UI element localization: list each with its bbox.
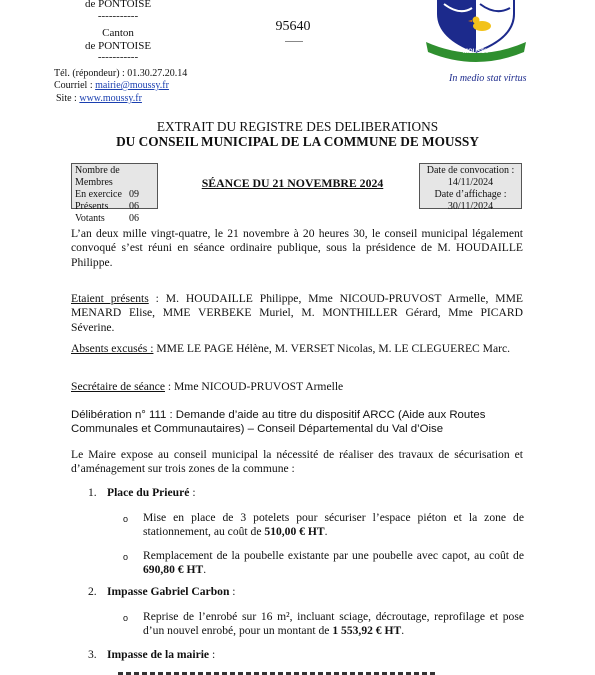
intro-paragraph: L’an deux mille vingt-quatre, le 21 novembre à 20 heures 30, le conseil municipal légalement convoqué s’est réuni en séance ordinaire publique, sous la présidence de M. HOUDAILLE Philippe. — [71, 227, 523, 269]
absents-paragraph — [71, 342, 523, 356]
zone-number: 2. — [88, 585, 97, 598]
item-amount: 690,80 € HT — [143, 563, 204, 577]
members-row-label: Présents — [75, 201, 109, 212]
divider — [285, 41, 303, 42]
absents-label: Absents excusés : — [71, 342, 154, 355]
canton-line: de PONTOISE — [84, 40, 152, 52]
separator: ----------- — [97, 51, 139, 63]
presents-paragraph — [71, 292, 523, 335]
deliberation-title: Délibération n° 111 : Demande d’aide au titre du dispositif ARCC (Aide aux Routes Communales et Communautaires) – Conseil Départemental du Val d’Oise — [71, 409, 486, 436]
presents-list: : M. HOUDAILLE Philippe, Mme NICOUD-PRUVOST Armelle, MME MENARD Elise, MME VERBEKE Muriel, M. MONTHILLER Gérard, Mme PICARD Séverine. — [71, 292, 523, 334]
members-row-label: En exercice — [75, 189, 122, 200]
item-end: . — [203, 563, 207, 577]
members-row — [75, 189, 154, 201]
zone-title: Impasse de la mairie — [107, 648, 210, 661]
item-text: Remplacement de la poubelle existante par une poubelle avec capot, au coût de — [143, 549, 524, 562]
item-end: . — [401, 624, 405, 638]
zone-title: Place du Prieuré — [107, 486, 190, 499]
secretaire-name: : Mme NICOUD-PRUVOST Armelle — [164, 380, 344, 393]
affichage-label: Date d’affichage : — [434, 189, 507, 200]
separator: ----------- — [97, 10, 139, 22]
members-row-value: 06 — [129, 213, 139, 224]
canton-label: Canton — [102, 27, 134, 39]
zone-suffix: : — [209, 648, 216, 661]
zone-heading — [88, 585, 488, 599]
item-amount: 510,00 € HT — [264, 525, 325, 539]
zone-suffix: : — [189, 486, 196, 499]
affichage-date: 30/11/2024 — [447, 201, 494, 212]
zone-suffix: : — [229, 585, 236, 598]
zone-heading — [88, 486, 488, 500]
members-row-value: 09 — [129, 189, 139, 200]
site-label: Site : — [56, 93, 80, 104]
postal-code: 95640 — [275, 19, 311, 34]
zone-title: Impasse Gabriel Carbon — [107, 585, 230, 598]
email-label: Courriel : — [54, 80, 96, 91]
item-text: Reprise de l’enrobé sur 16 m², incluant sciage, décroutage, reprofilage et pose d’un nouvel enrobé, pour un montant de — [143, 610, 524, 638]
convocation-label: Date de convocation : — [426, 165, 515, 176]
presents-label: Etaient présents — [71, 292, 149, 305]
members-row — [75, 201, 154, 213]
logo-banner-text: MOUSSY — [462, 49, 489, 55]
members-box — [71, 163, 158, 224]
item-amount: 1 553,92 € HT — [332, 624, 402, 638]
list-item — [143, 511, 524, 540]
title-line-1: EXTRAIT DU REGISTRE DES DELIBERATIONS — [156, 119, 439, 134]
secretaire-paragraph — [71, 380, 523, 394]
zone-heading — [88, 648, 488, 662]
dates-box — [419, 163, 522, 212]
item-end: . — [324, 525, 328, 539]
list-item — [143, 549, 524, 578]
zone-number: 1. — [88, 486, 97, 499]
zone-number: 3. — [88, 648, 97, 661]
expose-paragraph: Le Maire expose au conseil municipal la nécessité de réaliser des travaux de sécurisation et d’aménagement sur trois zones de la commune : — [71, 448, 523, 476]
arrondissement-line: de PONTOISE — [84, 0, 152, 10]
secretaire-label: Secrétaire de séance — [71, 380, 165, 393]
site-line — [56, 93, 256, 105]
hollow-circle-bullet-icon: o — [123, 613, 129, 623]
hollow-circle-bullet-icon: o — [123, 514, 129, 524]
title-line-2: DU CONSEIL MUNICIPAL DE LA COMMUNE DE MOUSSY — [116, 134, 479, 149]
email-link[interactable]: mairie@moussy.fr — [95, 80, 169, 91]
seance-title: SÉANCE DU 21 NOVEMBRE 2024 — [201, 176, 384, 190]
members-row-value: 06 — [129, 201, 139, 212]
motto: In medio stat virtus — [449, 73, 527, 84]
members-row — [75, 213, 154, 225]
convocation-date: 14/11/2024 — [447, 177, 494, 188]
site-link[interactable]: www.moussy.fr — [79, 93, 142, 104]
absents-list: MME LE PAGE Hélène, M. VERSET Nicolas, M. LE CLEGUEREC Marc. — [153, 342, 511, 355]
list-item — [143, 610, 524, 639]
members-row-label: Votants — [75, 213, 105, 224]
phone-line: Tél. (répondeur) : 01.30.27.20.14 — [54, 68, 188, 79]
members-heading: Nombre de Membres — [75, 165, 120, 188]
email-line — [54, 80, 254, 92]
item-text: Mise en place de 3 potelets pour sécuriser l’espace piéton et la zone de stationnement, au coût de — [143, 511, 524, 539]
hollow-circle-bullet-icon: o — [123, 552, 129, 562]
cut-off-next-line — [118, 670, 438, 675]
